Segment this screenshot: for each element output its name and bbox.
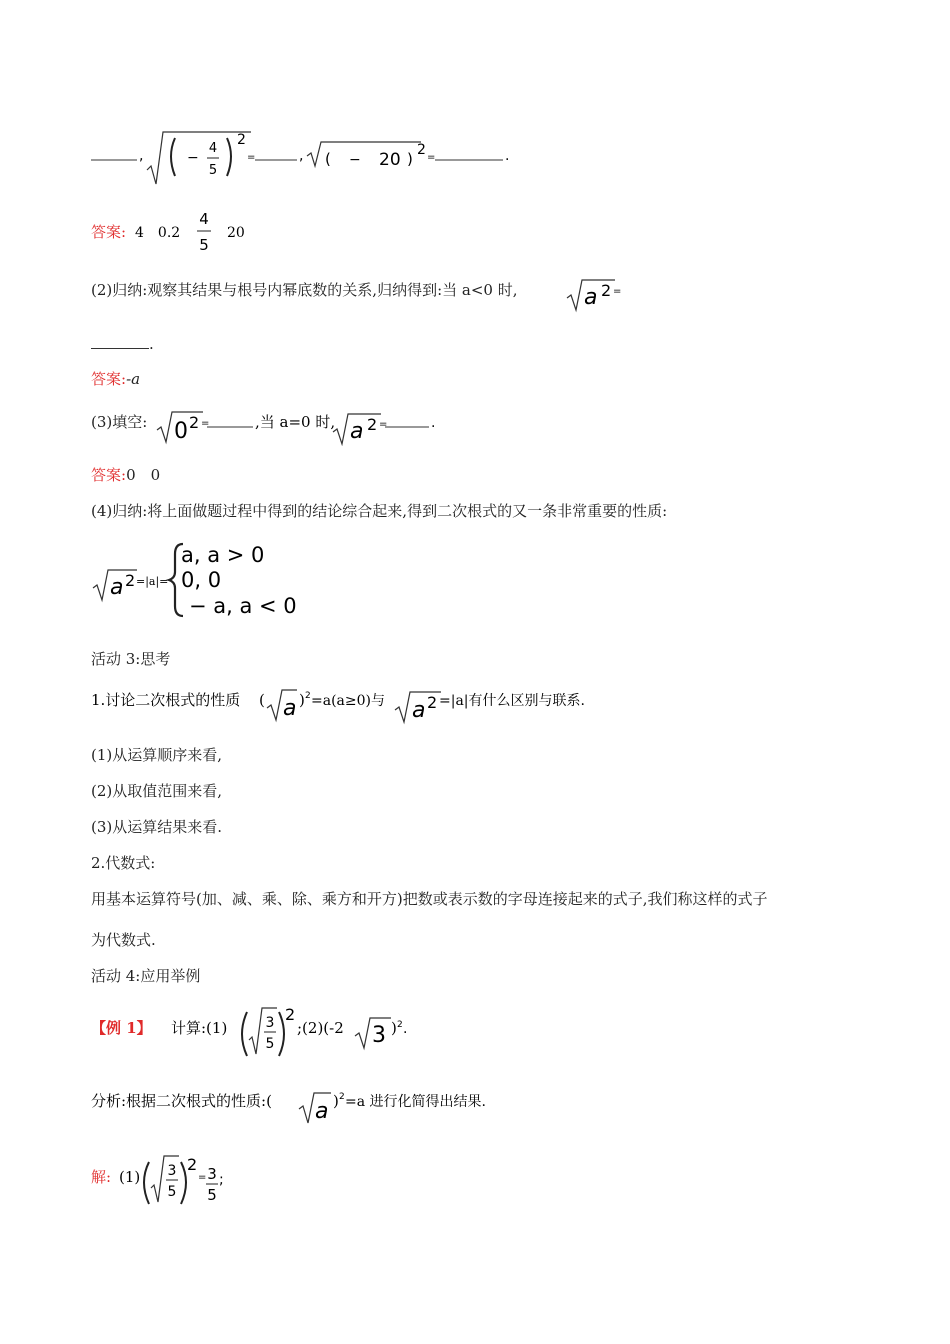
step-3-mid: ,当 a=0 时, bbox=[255, 413, 336, 431]
item-1-r1: a bbox=[283, 696, 297, 721]
period: . bbox=[505, 148, 510, 164]
case-2: 0, 0 bbox=[181, 568, 222, 592]
item-1-r2: a bbox=[412, 698, 426, 723]
solution-exp: 2 bbox=[187, 1155, 198, 1174]
paren-close-2: ) bbox=[407, 150, 413, 168]
example-1-line bbox=[91, 1002, 511, 1066]
analysis-r: a bbox=[315, 1099, 329, 1124]
answer-frac-num: 4 bbox=[199, 210, 209, 228]
item-1-part4: =|a|有什么区别与联系. bbox=[439, 693, 585, 709]
answer-2-line bbox=[91, 369, 140, 389]
radicand-a-b: a bbox=[350, 419, 364, 444]
equals-a2-b: = bbox=[379, 419, 388, 430]
example-label: 【例 1】 bbox=[91, 1019, 152, 1037]
step-3-prefix: (3)填空: bbox=[91, 413, 148, 431]
item-2-line-2 bbox=[91, 930, 156, 950]
sub-2 bbox=[91, 781, 222, 801]
solution-res-num: 3 bbox=[207, 1165, 217, 1183]
answer-1-svg bbox=[91, 206, 291, 258]
example-1-svg bbox=[91, 1002, 511, 1066]
item-2-title bbox=[91, 853, 155, 873]
item-2-line-1 bbox=[91, 889, 767, 909]
solution-res-den: 5 bbox=[207, 1186, 217, 1204]
solution-paren-open bbox=[144, 1162, 149, 1204]
paren-open-1 bbox=[171, 138, 175, 176]
sub-3-text: (3)从运算结果来看. bbox=[91, 818, 223, 836]
comma-1: , bbox=[139, 148, 144, 164]
step-4-text: (4)归纳:将上面做题过程中得到的结论综合起来,得到二次根式的又一条非常重要的性质: bbox=[91, 502, 668, 520]
answer-label-3: 答案: bbox=[91, 466, 127, 484]
analysis-tail: =a 进行化简得出结果. bbox=[345, 1094, 486, 1110]
example-frac-num: 3 bbox=[265, 1015, 275, 1031]
answer-value-last: 20 bbox=[227, 225, 245, 241]
radicand-a-exp-b: 2 bbox=[367, 415, 378, 434]
example-exp2: 2 bbox=[397, 1020, 403, 1030]
step-2-blank-line bbox=[91, 334, 154, 354]
answer-label-2: 答案: bbox=[91, 370, 127, 388]
solution-tail: ; bbox=[219, 1172, 224, 1188]
answer-1-line bbox=[91, 206, 291, 256]
item-1-exp2: 2 bbox=[427, 693, 438, 712]
fraction-denominator-1: 5 bbox=[208, 163, 218, 178]
equals-a2: = bbox=[613, 286, 622, 297]
radicand-value-2: 20 bbox=[379, 150, 401, 170]
sub-1 bbox=[91, 745, 222, 765]
radicand-zero: 0 bbox=[174, 419, 188, 444]
property-svg bbox=[91, 538, 411, 620]
exponent-2: 2 bbox=[417, 142, 426, 158]
paren-close-1 bbox=[227, 138, 231, 176]
example-frac-den: 5 bbox=[265, 1036, 275, 1052]
solution-eq: = bbox=[198, 1172, 207, 1183]
item-1-part3: =a(a≥0)与 bbox=[311, 693, 385, 709]
sub-1-text: (1)从运算顺序来看, bbox=[91, 746, 223, 764]
example-mid: ;(2)(-2 bbox=[297, 1019, 344, 1037]
activity-4-text: 活动 4:应用举例 bbox=[91, 967, 201, 985]
solution-frac-num: 3 bbox=[167, 1163, 177, 1179]
paren-open-2: ( bbox=[325, 150, 331, 168]
solution-prefix: (1) bbox=[119, 1168, 141, 1186]
step-3-line bbox=[91, 406, 491, 446]
item-1-svg bbox=[91, 682, 651, 726]
step-2-period: . bbox=[149, 335, 154, 353]
example-r: 3 bbox=[372, 1023, 386, 1048]
analysis-exp: 2 bbox=[339, 1092, 345, 1102]
example-close: ) bbox=[391, 1019, 397, 1037]
item-1-line bbox=[91, 682, 651, 726]
analysis-line bbox=[91, 1085, 551, 1129]
step-2-radical-svg bbox=[565, 274, 635, 314]
radicand-exp: 2 bbox=[601, 281, 612, 300]
equals-02: = bbox=[201, 418, 210, 429]
radical-sign-1 bbox=[147, 132, 251, 184]
sub-3 bbox=[91, 817, 222, 837]
fraction-numerator-1: 4 bbox=[208, 141, 218, 156]
radicand-base: a bbox=[584, 285, 598, 310]
example-paren-open bbox=[242, 1012, 247, 1056]
minus-sign-2: − bbox=[349, 152, 361, 168]
prop-exp: 2 bbox=[125, 571, 136, 590]
answer-label-1: 答案: bbox=[91, 223, 127, 241]
minus-sign-1: − bbox=[187, 150, 199, 166]
answer-value-2: -a bbox=[126, 370, 141, 388]
activity-4-title bbox=[91, 966, 200, 986]
case-3: − a, a < 0 bbox=[189, 594, 297, 618]
step-2-text: (2)归纳:观察其结果与根号内幂底数的关系,归纳得到:当 a<0 时, bbox=[91, 281, 518, 299]
radicand-zero-exp: 2 bbox=[189, 413, 200, 432]
item-2-line-1-text: 用基本运算符号(加、减、乘、除、乘方和开方)把数或表示数的字母连接起来的式子,我们称这样的式子 bbox=[91, 890, 768, 908]
prop-base: a bbox=[110, 575, 124, 600]
example-paren-close bbox=[279, 1012, 284, 1056]
q1-fill-svg bbox=[91, 128, 531, 190]
step-3-svg bbox=[155, 406, 515, 446]
answer-3-line bbox=[91, 465, 160, 485]
solution-svg bbox=[91, 1150, 331, 1214]
example-exp: 2 bbox=[285, 1005, 296, 1024]
analysis-prefix: 分析:根据二次根式的性质:( bbox=[91, 1092, 272, 1110]
answer-values-1: 4 0.2 bbox=[135, 225, 181, 241]
solution-label: 解: bbox=[91, 1168, 112, 1186]
activity-3-title bbox=[91, 649, 170, 669]
step-4-line bbox=[91, 501, 667, 521]
item-1-paren-open: ( bbox=[259, 691, 265, 709]
example-text: 计算:(1) bbox=[171, 1019, 228, 1037]
item-1-exp1: 2 bbox=[305, 691, 311, 701]
property-line bbox=[91, 538, 411, 618]
answer-frac-den: 5 bbox=[199, 236, 209, 254]
step-3-period: . bbox=[431, 415, 436, 431]
case-1: a, a > 0 bbox=[181, 543, 265, 567]
item-2-line-2-text: 为代数式. bbox=[91, 931, 156, 949]
equals-2: = bbox=[427, 152, 436, 163]
answer-values-3: 0 0 bbox=[126, 466, 161, 484]
sub-2-text: (2)从取值范围来看, bbox=[91, 782, 223, 800]
step-2-line bbox=[91, 274, 651, 314]
analysis-svg bbox=[91, 1085, 551, 1129]
q1-fill-line bbox=[91, 128, 531, 188]
prop-abs: =|a|= bbox=[136, 575, 169, 588]
exponent-1: 2 bbox=[237, 132, 246, 148]
solution-frac-den: 5 bbox=[167, 1184, 177, 1200]
activity-3-text: 活动 3:思考 bbox=[91, 650, 171, 668]
solution-line bbox=[91, 1150, 331, 1214]
solution-paren-close bbox=[181, 1162, 186, 1204]
comma-2: , bbox=[299, 148, 304, 164]
analysis-close: ) bbox=[333, 1092, 339, 1110]
item-1-prefix: 1.讨论二次根式的性质 bbox=[91, 691, 241, 709]
item-2-title-text: 2.代数式: bbox=[91, 854, 156, 872]
answer-blank-4 bbox=[91, 336, 149, 349]
equals-1: = bbox=[247, 152, 256, 163]
example-tail: . bbox=[403, 1021, 408, 1037]
item-1-paren-close: ) bbox=[299, 691, 305, 709]
